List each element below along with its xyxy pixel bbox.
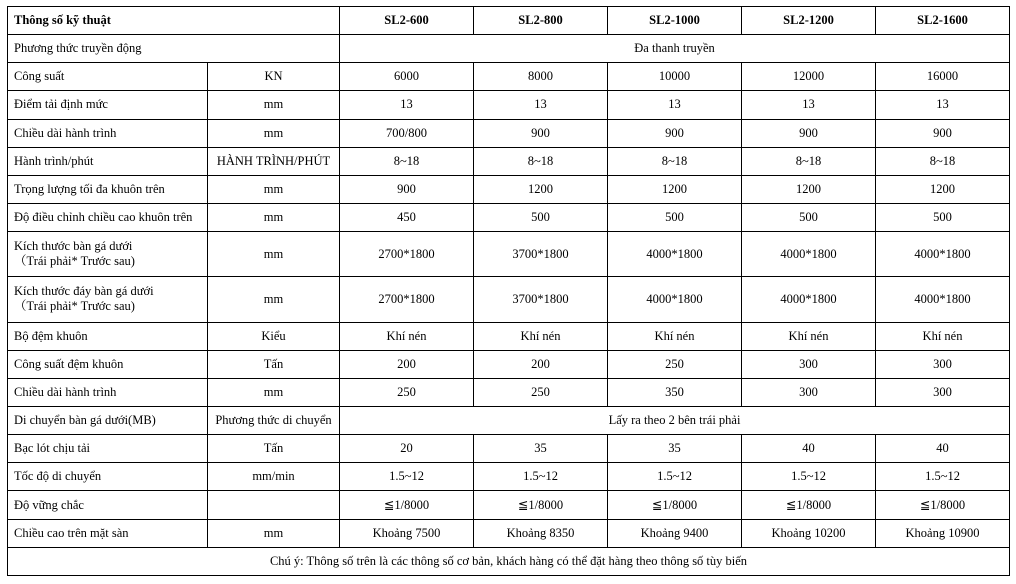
cell-value: 4000*1800: [742, 232, 876, 277]
cell-value: 13: [742, 91, 876, 119]
row-label: Di chuyển bàn gá dưới(MB): [8, 407, 208, 435]
cell-value: Khí nén: [340, 322, 474, 350]
cell-value: 2700*1800: [340, 232, 474, 277]
header-model: SL2-1000: [608, 7, 742, 35]
row-unit: Tấn: [208, 435, 340, 463]
row-unit: HÀNH TRÌNH/PHÚT: [208, 147, 340, 175]
cell-value: 1200: [474, 175, 608, 203]
cell-value: ≦1/8000: [742, 491, 876, 519]
row-label: Bạc lót chịu tải: [8, 435, 208, 463]
row-label-line: （Trái phải* Trước sau): [14, 254, 135, 269]
table-row: [8, 322, 1010, 350]
row-unit: mm: [208, 277, 340, 322]
cell-value: 3700*1800: [474, 277, 608, 322]
cell-value: 3700*1800: [474, 232, 608, 277]
cell-value: Khí nén: [742, 322, 876, 350]
cell-value: 700/800: [340, 119, 474, 147]
cell-value: 8~18: [608, 147, 742, 175]
cell-value: 8~18: [876, 147, 1010, 175]
cell-value: 500: [474, 203, 608, 231]
table-row: [8, 463, 1010, 491]
cell-value: 1.5~12: [742, 463, 876, 491]
header-row: [8, 7, 1010, 35]
cell-value: 1200: [608, 175, 742, 203]
cell-value: 8~18: [742, 147, 876, 175]
cell-value: 1.5~12: [876, 463, 1010, 491]
row-label: Chiều dài hành trình: [8, 378, 208, 406]
cell-value: 450: [340, 203, 474, 231]
cell-value: 900: [742, 119, 876, 147]
row-label: Hành trình/phút: [8, 147, 208, 175]
cell-value: 300: [876, 350, 1010, 378]
row-unit: [208, 491, 340, 519]
header-model: SL2-1200: [742, 7, 876, 35]
cell-value: Khí nén: [608, 322, 742, 350]
table-row: [8, 232, 1010, 277]
table-row: [8, 91, 1010, 119]
table-row: [8, 175, 1010, 203]
cell-value: 12000: [742, 63, 876, 91]
cell-value: Khoảng 10900: [876, 519, 1010, 547]
cell-value: 300: [742, 378, 876, 406]
row-label: Độ vững chắc: [8, 491, 208, 519]
cell-value: 300: [876, 378, 1010, 406]
row-label: Trọng lượng tối đa khuôn trên: [8, 175, 208, 203]
cell-value: 40: [742, 435, 876, 463]
row-unit: Phương thức di chuyển: [208, 407, 340, 435]
cell-value: 2700*1800: [340, 277, 474, 322]
row-label: Chiều dài hành trình: [8, 119, 208, 147]
cell-value: 8~18: [474, 147, 608, 175]
cell-value: 8000: [474, 63, 608, 91]
table-row: [8, 203, 1010, 231]
spec-body: [8, 35, 1010, 576]
cell-value: 900: [474, 119, 608, 147]
cell-value: 500: [876, 203, 1010, 231]
table-row: [8, 491, 1010, 519]
cell-value: 250: [474, 378, 608, 406]
cell-value: 16000: [876, 63, 1010, 91]
row-label-line: Kích thước đáy bàn gá dưới: [14, 284, 154, 299]
row-label: Công suất: [8, 63, 208, 91]
row-unit: mm: [208, 91, 340, 119]
cell-value: 1.5~12: [608, 463, 742, 491]
table-row: [8, 435, 1010, 463]
cell-value: 8~18: [340, 147, 474, 175]
cell-value: 6000: [340, 63, 474, 91]
cell-value: 1.5~12: [474, 463, 608, 491]
cell-value: 250: [340, 378, 474, 406]
cell-value: 35: [608, 435, 742, 463]
cell-value: 4000*1800: [608, 277, 742, 322]
row-unit: mm: [208, 232, 340, 277]
cell-value: 35: [474, 435, 608, 463]
cell-value: 20: [340, 435, 474, 463]
row-unit: mm: [208, 175, 340, 203]
cell-value: 40: [876, 435, 1010, 463]
table-row: [8, 350, 1010, 378]
cell-value: 4000*1800: [876, 232, 1010, 277]
table-row: [8, 119, 1010, 147]
cell-value: 200: [474, 350, 608, 378]
cell-value: ≦1/8000: [474, 491, 608, 519]
cell-value: Khoảng 8350: [474, 519, 608, 547]
cell-value: 4000*1800: [742, 277, 876, 322]
row-label: Độ điều chỉnh chiều cao khuôn trên: [8, 203, 208, 231]
header-model: SL2-800: [474, 7, 608, 35]
row-label-line: （Trái phải* Trước sau): [14, 299, 135, 314]
header-title: Thông số kỹ thuật: [8, 7, 340, 35]
table-row: [8, 35, 1010, 63]
cell-value: 4000*1800: [876, 277, 1010, 322]
table-row: [8, 63, 1010, 91]
row-unit: mm/min: [208, 463, 340, 491]
cell-value: 900: [340, 175, 474, 203]
cell-value: 13: [876, 91, 1010, 119]
table-row: [8, 378, 1010, 406]
cell-value: 1200: [742, 175, 876, 203]
note-row: [8, 547, 1010, 575]
row-label: Điểm tải định mức: [8, 91, 208, 119]
spec-table: [7, 6, 1010, 576]
note-text: Chú ý: Thông số trên là các thông số cơ bản, khách hàng có thể đặt hàng theo thông số tùy biến: [8, 547, 1010, 575]
cell-value: 500: [742, 203, 876, 231]
row-label: Chiều cao trên mặt sàn: [8, 519, 208, 547]
cell-value: 300: [742, 350, 876, 378]
row-label: Bộ đệm khuôn: [8, 322, 208, 350]
row-label: Phương thức truyền động: [8, 35, 340, 63]
cell-value: ≦1/8000: [876, 491, 1010, 519]
cell-value: 13: [608, 91, 742, 119]
cell-value: ≦1/8000: [608, 491, 742, 519]
row-unit: mm: [208, 519, 340, 547]
cell-value: 200: [340, 350, 474, 378]
cell-value: Khí nén: [474, 322, 608, 350]
cell-value: 13: [340, 91, 474, 119]
cell-value: 250: [608, 350, 742, 378]
row-label-line: Kích thước bàn gá dưới: [14, 239, 133, 254]
cell-value: 900: [608, 119, 742, 147]
cell-value: Khí nén: [876, 322, 1010, 350]
row-label: [8, 277, 208, 322]
row-unit: Kiểu: [208, 322, 340, 350]
cell-value: 13: [474, 91, 608, 119]
cell-value: Khoảng 10200: [742, 519, 876, 547]
row-unit: KN: [208, 63, 340, 91]
header-model: SL2-1600: [876, 7, 1010, 35]
row-span-value: Lấy ra theo 2 bên trái phải: [340, 407, 1010, 435]
row-label: Tốc độ di chuyển: [8, 463, 208, 491]
cell-value: Khoảng 9400: [608, 519, 742, 547]
row-unit: mm: [208, 119, 340, 147]
row-label: Công suất đệm khuôn: [8, 350, 208, 378]
table-row: [8, 147, 1010, 175]
row-unit: mm: [208, 378, 340, 406]
cell-value: 1.5~12: [340, 463, 474, 491]
header-model: SL2-600: [340, 7, 474, 35]
table-row: [8, 519, 1010, 547]
cell-value: 350: [608, 378, 742, 406]
row-label: [8, 232, 208, 277]
table-row: [8, 277, 1010, 322]
cell-value: 500: [608, 203, 742, 231]
row-unit: Tấn: [208, 350, 340, 378]
row-span-value: Đa thanh truyền: [340, 35, 1010, 63]
table-row: [8, 407, 1010, 435]
cell-value: 1200: [876, 175, 1010, 203]
cell-value: Khoảng 7500: [340, 519, 474, 547]
cell-value: ≦1/8000: [340, 491, 474, 519]
cell-value: 900: [876, 119, 1010, 147]
cell-value: 4000*1800: [608, 232, 742, 277]
cell-value: 10000: [608, 63, 742, 91]
row-unit: mm: [208, 203, 340, 231]
